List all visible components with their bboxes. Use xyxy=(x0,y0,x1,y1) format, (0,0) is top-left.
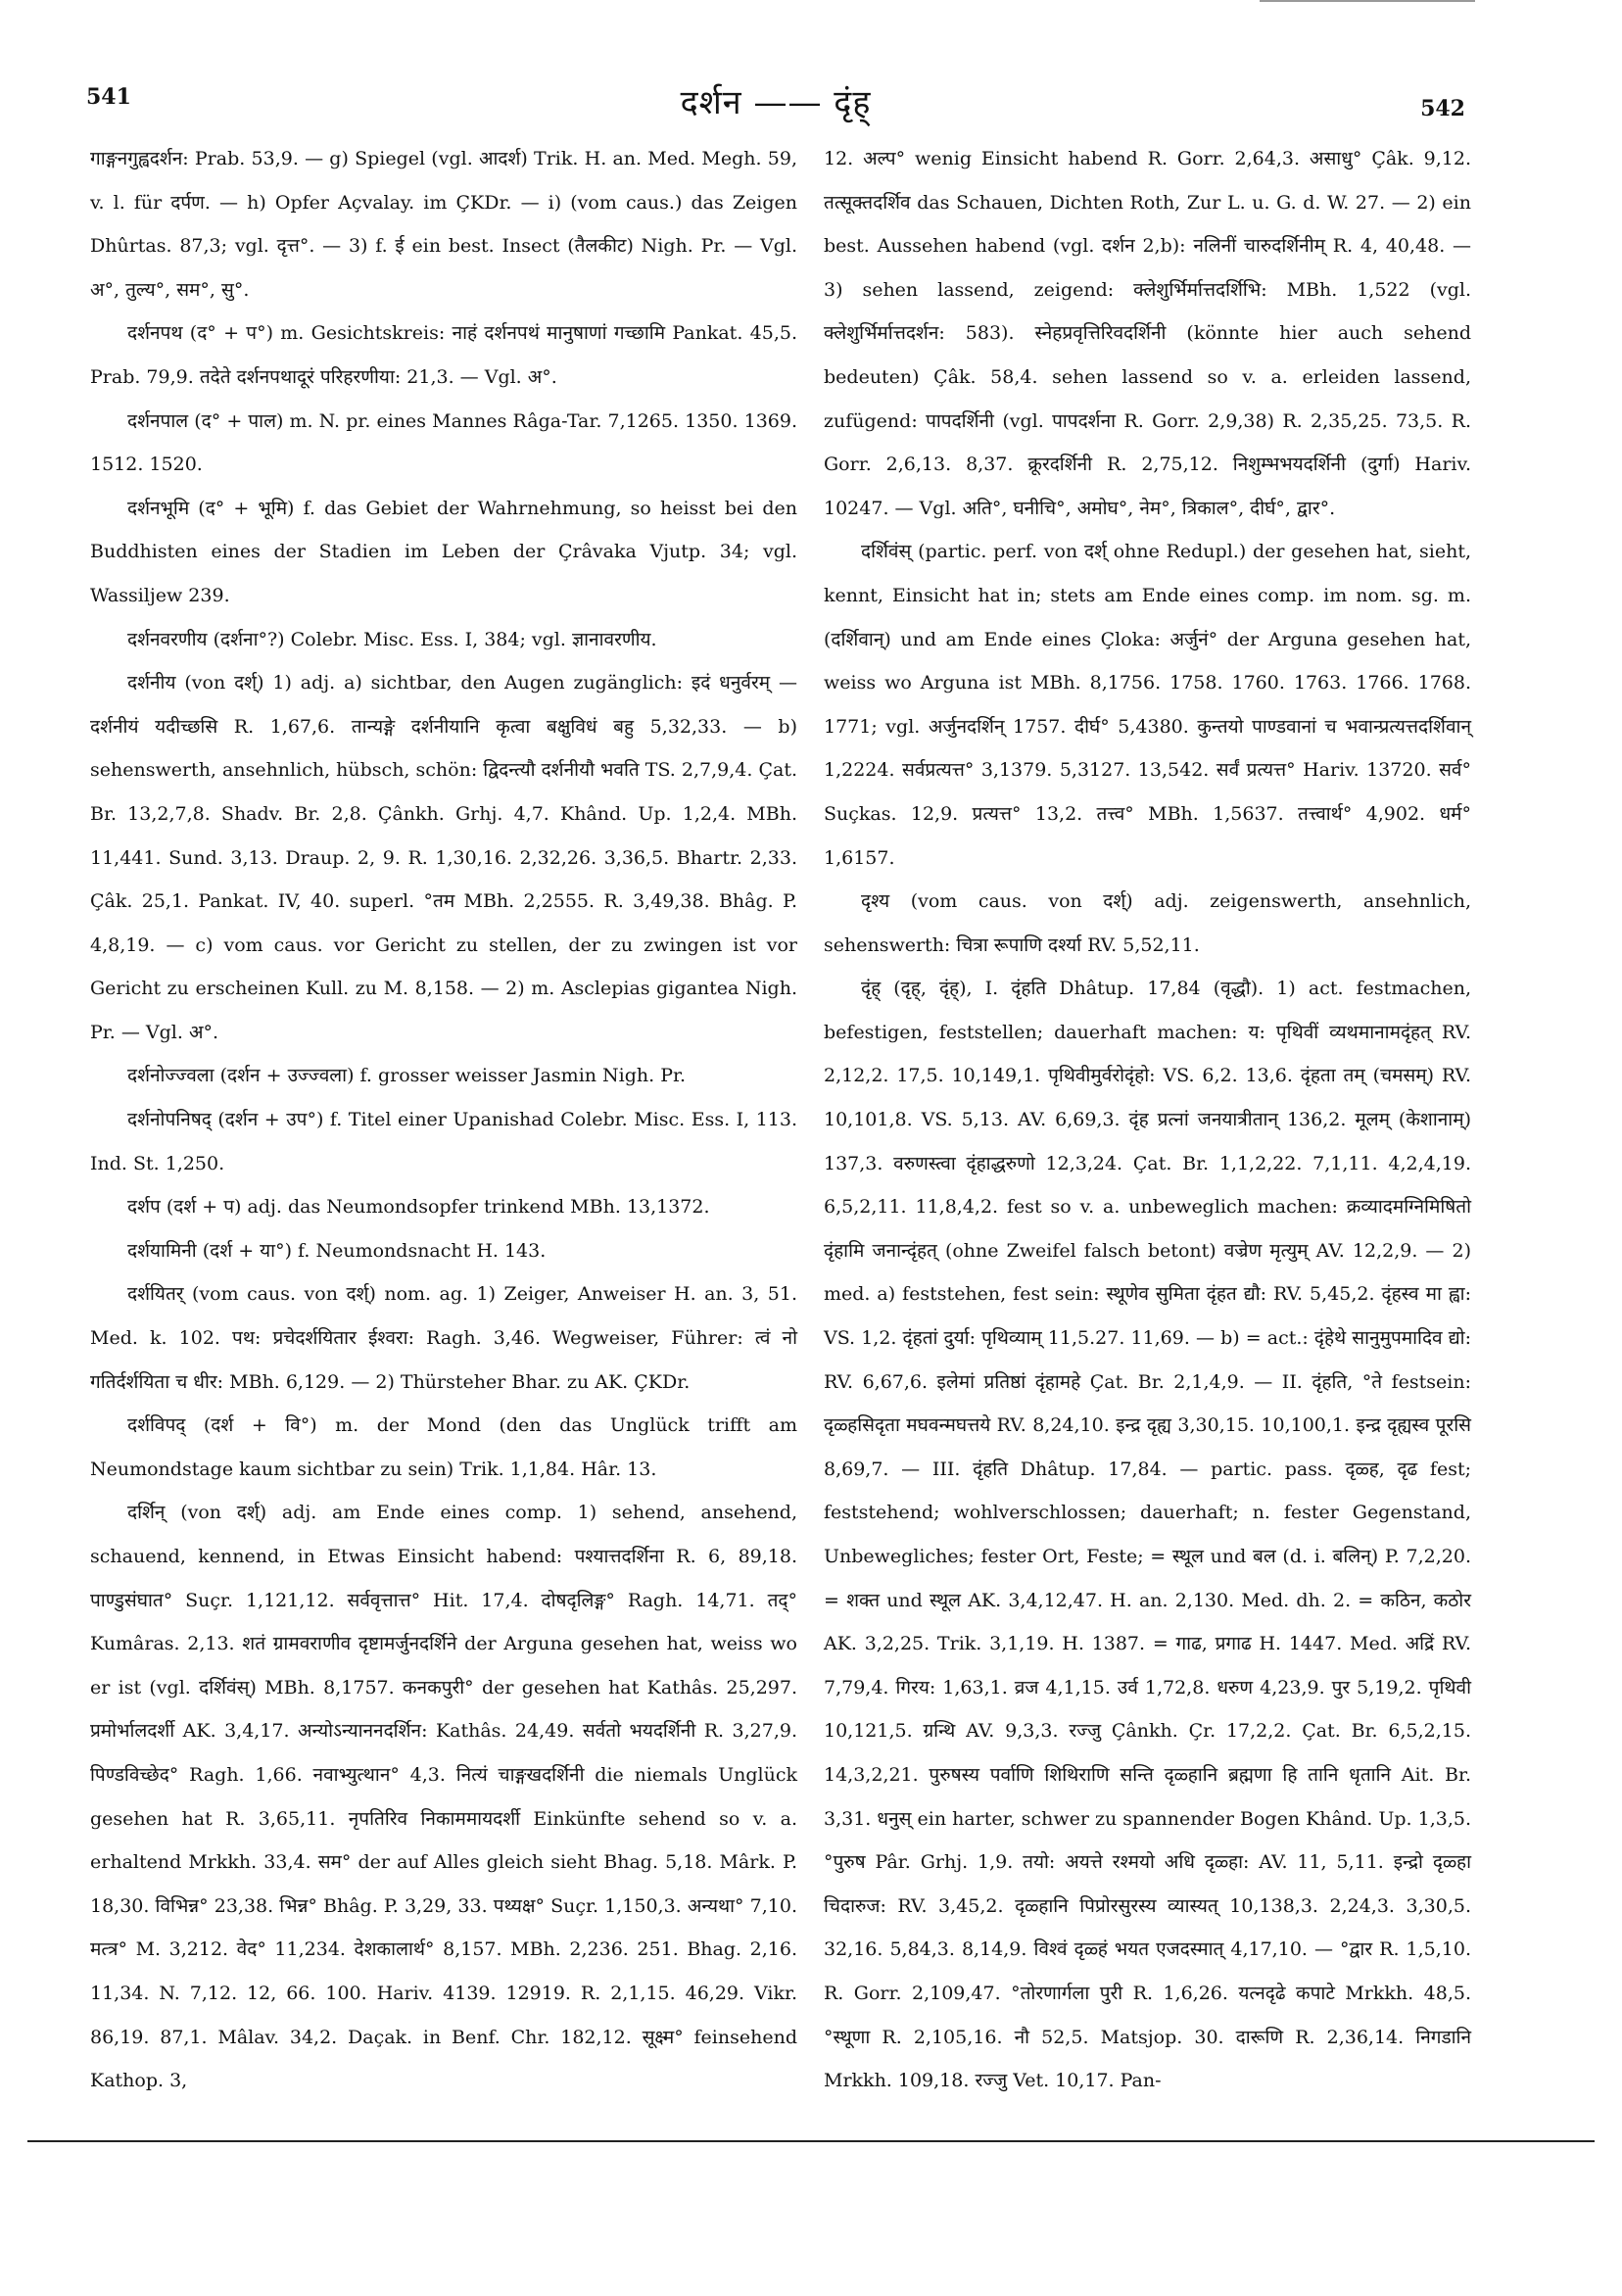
dictionary-entry: दर्शयामिनी (दर्श + या°) f. Neumondsnacht H. 143. xyxy=(127,1239,547,1262)
dictionary-entry: दर्शविपद् (दर्श + वि°) m. der Mond (den das Unglück trifft am Neumondstage kaum sichtbar zu sein) Trik. 1,1,84. Hâr. 13. xyxy=(90,1414,797,1480)
dictionary-entry: दर्शनपाल (द° + पाल) m. N. pr. eines Mannes Râga-Tar. 7,1265. 1350. 1369. 1512. 1520. xyxy=(90,409,797,476)
dictionary-entry: गाङ्गनगुह्वदर्शन: Prab. 53,9. — g) Spiegel (vgl. आदर्श) Trik. H. an. Med. Megh. 59, v. l. für दर्पण. — h) Opfer Açvalay. im ÇKDr. — i) (vom caus.) das Zeigen Dhûrtas. 87,3; vgl. दृत्त°. — 3) f. ई ein best. Insect (तैलकीट) Nigh. Pr. — Vgl. अ°, तुल्य°, सम°, सु°. xyxy=(90,148,797,301)
dictionary-entry: दर्शनोज्ज्वला (दर्शन + उज्ज्वला) f. grosser weisser Jasmin Nigh. Pr. xyxy=(127,1065,687,1087)
dictionary-entry: दृंह् (दृह्, दृंह्), I. दृंहति Dhâtup. 17,84 (वृद्धौ). 1) act. festmachen, befestigen, feststellen; dauerhaft machen: य: पृथिवीं व्यथमानामदृंहत् RV. 2,12,2. 17,5. 10,149,1. पृथिवीमुर्वरोदृंहो: VS. 6,2. 13,6. दृंहता तम् (चमसम्) RV. 10,101,8. VS. 5,13. AV. 6,69,3. दृंह प्रत्नां जनयात्रीतान् 136,2. मूलम् (केशानाम्) 137,3. वरुणस्त्वा दृंहाद्धरुणो 12,3,24. Çat. Br. 1,1,2,22. 7,1,11. 4,2,4,19. 6,5,2,11. 11,8,4,2. fest so v. a. unbeweglich machen: क्रव्यादमग्निमिषितो दृंहामि जनान्दृंहत् (ohne Zweifel falsch betont) वज्रेण मृत्युम् AV. 12,2,9. — 2) med. a) feststehen, fest sein: स्थूणेव सुमिता दृंहत द्यौ: RV. 5,45,2. दृंहस्व मा ह्वा: VS. 1,2. दृंहतां दुर्या: पृथिव्याम् 11,5.27. 11,69. — b) = act.: दृंहेथे सानुमुपमादिव द्यो: RV. 6,67,6. इलेमां प्रतिष्ठां दृंहामहे Çat. Br. 2,1,4,9. — II. दृंहति, °ते festsein: दृळ्हसिदृता मघवन्मघत्तये RV. 8,24,10. इन्द्र दृह्य 3,30,15. 10,100,1. इन्द्र दृह्यस्व पूरसि 8,69,7. — III. दृंहति Dhâtup. 17,84. — partic. pass. दृळ्ह, दृढ fest; feststehend; wohlverschlossen; dauerhaft; n. fester Gegenstand, Unbewegliches; fester Ort, Feste; = स्थूल und बल (d. i. बलिन्) P. 7,2,20. = शक्त und स्थूल AK. 3,4,12,47. H. an. 2,130. Med. dh. 2. = कठिन, कठोर AK. 3,2,25. Trik. 3,1,19. H. 1387. = गाढ, प्रगाढ H. 1447. Med. अद्रिं RV. 7,79,4. गिरय: 1,63,1. व्रज 4,1,15. उर्व 1,72,8. धरुण 4,23,9. पुर 5,19,2. पृथिवी 10,121,5. ग्रन्थि AV. 9,3,3. रज्जु Çânkh. Çr. 17,2,2. Çat. Br. 6,5,2,15. 14,3,2,21. पुरुषस्य पर्वाणि शिथिराणि सन्ति दृळ्हानि ब्रह्मणा हि तानि धृतानि Ait. Br. 3,31. धनुस् ein harter, schwer zu spannender Bogen Khând. Up. 1,3,5. °पुरुष Pâr. Grhj. 1,9. तयो: अयत्ते रश्मयो अधि दृळ्हा: AV. 11, 5,11. इन्द्रो दृळ्हा चिदारुज: RV. 3,45,2. दृळ्हानि पिप्रोरसुरस्य व्यास्यत् 10,138,3. 2,24,3. 3,30,5. 32,16. 5,84,3. 8,14,9. विश्वं दृळ्हं भयत एजदस्मात् 4,17,10. — °द्वार R. 1,5,10. R. Gorr. 2,109,47. °तोरणार्गला पुरी R. 1,6,26. यत्नदृढे कपाटे Mrkkh. 48,5. °स्थूणा R. 2,105,16. नौ 52,5. Matsjop. 30. दारूणि R. 2,36,14. निगडानि Mrkkh. 109,18. रज्जु Vet. 10,17. Pan- xyxy=(824,978,1471,2092)
dictionary-entry: दर्शिन् (von दर्श्) adj. am Ende eines comp. 1) sehend, ansehend, schauend, kennend, in Etwas Einsicht habend: पश्यात्तदर्शिना R. 6, 89,18. पाण्डुसंघात° Suçr. 1,121,12. सर्ववृत्तात्त° Hit. 17,4. दोषदृलिङ्ग° Ragh. 14,71. तद्° Kumâras. 2,13. शतं ग्रामवराणीव दृष्टामर्जुनदर्शिने der Arguna gesehen hat, weiss wo er ist (vgl. दर्शिवंस्) MBh. 8,1757. कनकपुरी° der gesehen hat Kathâs. 25,297. प्रमोर्भालदर्शी AK. 3,4,17. अन्योऽन्याननदर्शिन: Kathâs. 24,49. सर्वतो भयदर्शिनी R. 3,27,9. पिण्डविच्छेद° Ragh. 1,66. नवाभ्युत्थान° 4,3. नित्यं चाङ्गखदर्शिनी die niemals Unglück gesehen hat R. 3,65,11. नृपतिरिव निकाममायदर्शी Einkünfte sehend so v. a. erhaltend Mrkkh. 33,4. सम° der auf Alles gleich sieht Bhag. 5,18. Mârk. P. 18,30. विभिन्न° 23,38. भिन्न° Bhâg. P. 3,29, 33. पथ्यक्ष° Suçr. 1,150,3. अन्यथा° 7,10. मत्त्र° M. 3,212. वेद° 11,234. देशकालार्थ° 8,157. MBh. 2,236. 251. Bhag. 2,16. 11,34. N. 7,12. 12, 66. 100. Hariv. 4139. 12919. R. 2,1,15. 46,29. Vikr. 86,19. 87,1. Mâlav. 34,2. Daçak. in Benf. Chr. 182,12. सूक्ष्म° feinsehend Kathop. 3, xyxy=(90,1502,797,2092)
dictionary-entry: दृश्य (vom caus. von दर्श्) adj. zeigenswerth, ansehnlich, sehenswerth: चित्रा रूपाणि दर्श्या RV. 5,52,11. xyxy=(824,890,1471,956)
dictionary-entry: 12. अल्प° wenig Einsicht habend R. Gorr. 2,64,3. असाधु° Çâk. 9,12. तत्सूक्तदर्शिव das Schauen, Dichten Roth, Zur L. u. G. d. W. 27. — 2) ein best. Aussehen habend (vgl. दर्शन 2,b): नलिनीं चारुदर्शिनीम् R. 4, 40,48. — 3) sehen lassend, zeigend: क्लेशुर्भिर्मात्तदर्शिभि: MBh. 1,522 (vgl. क्लेशुर्भिर्मात्तदर्शन: 583). स्नेहप्रवृत्तिरिवदर्शिनी (könnte hier auch sehend bedeuten) Çâk. 58,4. sehen lassend so v. a. erleiden lassend, zufügend: पापदर्शिनी (vgl. पापदर्शना R. Gorr. 2,9,38) R. 2,35,25. 73,5. R. Gorr. 2,6,13. 8,37. क्रूरदर्शिनी R. 2,75,12. निशुम्भभयदर्शिनी (दुर्गा) Hariv. 10247. — Vgl. अति°, घनीचि°, अमोघ°, नेम°, त्रिकाल°, दीर्घ°, द्वार°. xyxy=(824,148,1471,519)
left-page-number: 541 xyxy=(86,84,131,110)
dictionary-entry: दर्शिवंस् (partic. perf. von दर्श् ohne Redupl.) der gesehen hat, sieht, kennt, Einsicht hat in; stets am Ende eines comp. im nom. sg. m. (दर्शिवान्) und am Ende eines Çloka: अर्जुनं° der Arguna gesehen hat, weiss wo Arguna ist MBh. 8,1756. 1758. 1760. 1763. 1766. 1768. 1771; vgl. अर्जुनदर्शिन् 1757. दीर्घ° 5,4380. कुन्तयो पाण्डवानां च भवान्प्रत्यत्तदर्शिवान् 1,2224. सर्वप्रत्यत्त° 3,1379. 5,3127. 13,542. सर्वं प्रत्यत्त° Hariv. 13720. सर्व° Suçkas. 12,9. प्रत्यत्त° 13,2. तत्त्व° MBh. 1,5637. तत्त्वार्थ° 4,902. धर्म° 1,6157. xyxy=(824,541,1471,869)
dictionary-entry: दर्शनोपनिषद् (दर्शन + उप°) f. Titel einer Upanishad Colebr. Misc. Ess. I, 113. Ind. St. 1,250. xyxy=(90,1109,797,1174)
left-column xyxy=(90,137,797,2103)
dictionary-entry: दर्शनपथ (द° + प°) m. Gesichtskreis: नाहं दर्शनपथं मानुषाणां गच्छामि Pankat. 45,5. Prab. 79,9. तदेते दर्शनपथादूरं परिहरणीया: 21,3. — Vgl. अ°. xyxy=(90,322,797,388)
running-head: दर्शन —— दृंह् xyxy=(680,83,872,122)
dictionary-entry: दर्शप (दर्श + प) adj. das Neumondsopfer trinkend MBh. 13,1372. xyxy=(127,1196,710,1219)
dictionary-entry: दर्शयितर् (vom caus. von दर्श्) nom. ag. 1) Zeiger, Anweiser H. an. 3, 51. Med. k. 102. पथ: प्रचेदर्शयितार ईश्वरा: Ragh. 3,46. Wegweiser, Führer: त्वं नो गतिर्दर्शयिता च धीर: MBh. 6,129. — 2) Thürsteher Bhar. zu AK. ÇKDr. xyxy=(90,1283,797,1393)
dictionary-entry: दर्शनभूमि (द° + भूमि) f. das Gebiet der Wahrnehmung, so heisst bei den Buddhisten eines der Stadien im Leben der Çrâvaka Vjutp. 34; vgl. Wassiljew 239. xyxy=(90,497,797,606)
page-header xyxy=(86,78,1465,137)
dictionary-entry: दर्शनवरणीय (दर्शना°?) Colebr. Misc. Ess. I, 384; vgl. ज्ञानावरणीय. xyxy=(127,628,657,650)
bottom-rule xyxy=(27,2140,1595,2142)
dictionary-entry: दर्शनीय (von दर्श्) 1) adj. a) sichtbar, den Augen zugänglich: इदं धनुर्वरम् — दर्शनीयं यदीच्छसि R. 1,67,6. तान्यङ्गे दर्शनीयानि कृत्वा बक्षुविधं बहु 5,32,33. — b) sehenswerth, ansehnlich, hübsch, schön: द्विदन्त्यौ दर्शनीयौ भवति TS. 2,7,9,4. Çat. Br. 13,2,7,8. Shadv. Br. 2,8. Çânkh. Grhj. 4,7. Khând. Up. 1,2,4. MBh. 11,441. Sund. 3,13. Draup. 2, 9. R. 1,30,16. 2,32,26. 3,36,5. Bhartr. 2,33. Çâk. 25,1. Pankat. IV, 40. superl. °तम MBh. 2,2555. R. 3,49,38. Bhâg. P. 4,8,19. — c) vom caus. vor Gericht zu stellen, der zu zwingen ist vor Gericht zu erscheinen Kull. zu M. 8,158. — 2) m. Asclepias gigantea Nigh. Pr. — Vgl. अ°. xyxy=(90,672,797,1043)
right-page-number: 542 xyxy=(1420,96,1465,121)
top-edge-mark xyxy=(1260,0,1475,8)
right-column xyxy=(824,137,1471,2103)
